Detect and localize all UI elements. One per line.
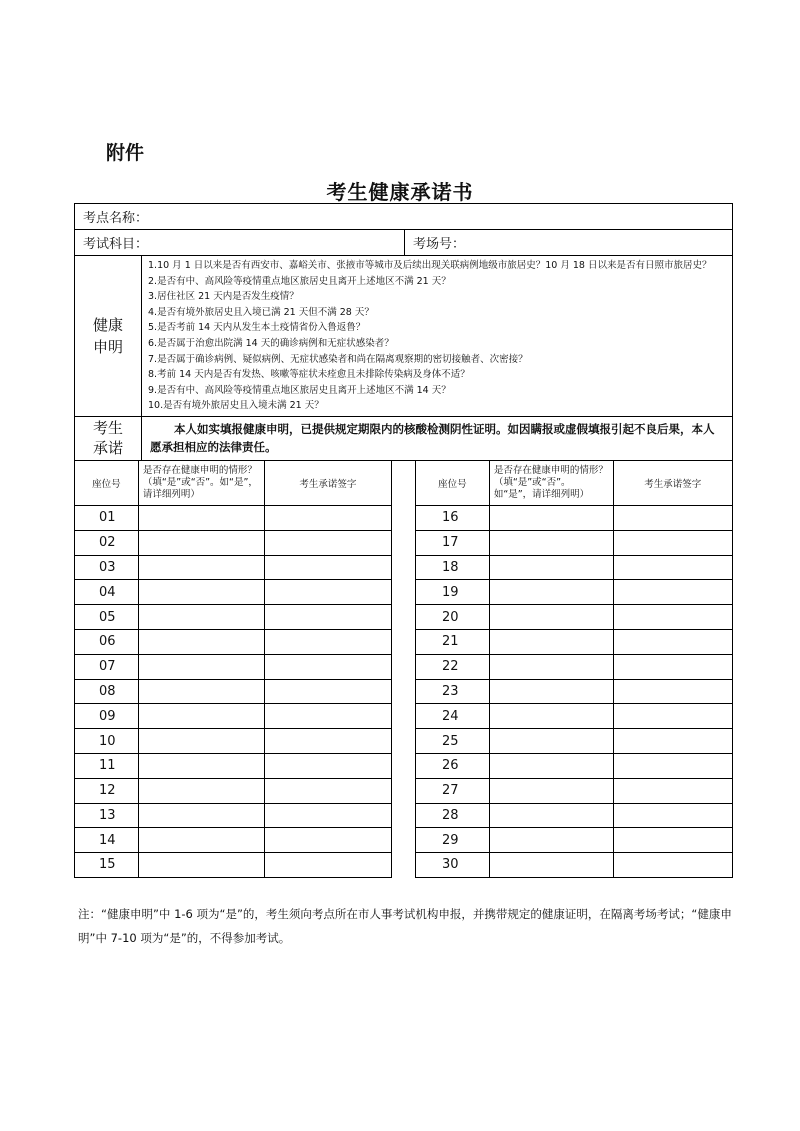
table-row (416, 679, 733, 704)
table-row (75, 803, 392, 828)
col-sign-header: 考生承诺签字 (613, 460, 732, 505)
seat-number: 13 (75, 803, 139, 828)
table-row (416, 629, 733, 654)
seat-number: 12 (75, 778, 139, 803)
health-item: 1.10 月 1 日以来是否有西安市、嘉峪关市、张掖市等城市及后续出现关联病例地级市旅居史？10 月 18 日以来是否有日照市旅居史？ (148, 260, 712, 271)
footnote: 注：“健康申明”中 1-6 项为“是”的，考生须向考点所在市人事考试机构申报，并携带规定的健康证明，在隔离考场考试；“健康申明”中 7-10 项为“是”的，不得参加考试。 (78, 907, 732, 945)
status-cell[interactable] (138, 530, 264, 555)
exam-room-label: 考场号： (413, 237, 466, 252)
table-row (75, 580, 392, 605)
signature-cell[interactable] (264, 729, 391, 754)
seat-number: 08 (75, 679, 139, 704)
status-cell[interactable] (489, 555, 613, 580)
col-sign-header: 考生承诺签字 (264, 460, 391, 505)
col-status-header: 是否存在健康申明的情形？（填“是”或“否”。如“是”，请详细列明） (489, 460, 613, 505)
status-cell[interactable] (138, 803, 264, 828)
status-cell[interactable] (489, 679, 613, 704)
exam-site-field[interactable] (156, 204, 732, 229)
exam-subject-cell[interactable] (75, 230, 405, 255)
status-cell[interactable] (489, 778, 613, 803)
health-declaration (74, 256, 733, 417)
signature-cell[interactable] (264, 505, 391, 530)
signature-cell[interactable] (264, 654, 391, 679)
signature-table-right (415, 460, 733, 878)
seat-number: 15 (75, 853, 139, 878)
seat-number: 25 (416, 729, 490, 754)
candidate-promise (74, 417, 733, 461)
signature-cell[interactable] (613, 828, 732, 853)
seat-number: 30 (416, 853, 490, 878)
health-item: 4.是否有境外旅居史且入境已满 21 天但不满 28 天？ (148, 306, 374, 318)
seat-number: 09 (75, 704, 139, 729)
status-cell[interactable] (489, 753, 613, 778)
table-row (75, 753, 392, 778)
table-row (75, 729, 392, 754)
seat-number: 16 (416, 505, 490, 530)
seat-number: 24 (416, 704, 490, 729)
seat-number: 14 (75, 828, 139, 853)
seat-number: 23 (416, 679, 490, 704)
seat-number: 04 (75, 580, 139, 605)
table-row (416, 555, 733, 580)
status-cell[interactable] (138, 753, 264, 778)
status-cell[interactable] (489, 704, 613, 729)
table-row (416, 778, 733, 803)
col-seat-header: 座位号 (416, 460, 490, 505)
health-item: 6.是否属于治愈出院满 14 天的确诊病例和无症状感染者？ (148, 337, 394, 349)
signature-cell[interactable] (613, 580, 732, 605)
status-cell[interactable] (489, 729, 613, 754)
signature-cell[interactable] (264, 629, 391, 654)
table-row (416, 654, 733, 679)
table-row (416, 803, 733, 828)
seat-number: 17 (416, 530, 490, 555)
status-cell[interactable] (138, 629, 264, 654)
health-item: 7.是否属于确诊病例、疑似病例、无症状感染者和尚在隔离观察期的密切接触者、次密接？ (148, 353, 528, 365)
signature-cell[interactable] (264, 853, 391, 878)
attachment-label: 附件 (106, 142, 145, 164)
signature-cell[interactable] (613, 853, 732, 878)
status-cell[interactable] (138, 654, 264, 679)
health-item: 8.考前 14 天内是否有发热、咳嗽等症状未痊愈且未排除传染病及身体不适？ (148, 369, 470, 381)
exam-subject-label: 考试科目： (83, 237, 149, 252)
seat-number: 22 (416, 654, 490, 679)
table-row (75, 605, 392, 630)
table-row (75, 853, 392, 878)
signature-cell[interactable] (264, 530, 391, 555)
signature-cell[interactable] (264, 753, 391, 778)
status-cell[interactable] (138, 704, 264, 729)
signature-cell[interactable] (264, 679, 391, 704)
signature-cell[interactable] (264, 704, 391, 729)
status-cell[interactable] (138, 828, 264, 853)
status-cell[interactable] (138, 679, 264, 704)
status-cell[interactable] (489, 530, 613, 555)
table-row (75, 679, 392, 704)
signature-tables (74, 460, 733, 878)
signature-cell[interactable] (613, 629, 732, 654)
table-row (416, 605, 733, 630)
table-row (75, 530, 392, 555)
table-row (75, 505, 392, 530)
table-row (75, 704, 392, 729)
table-row (416, 853, 733, 878)
signature-cell[interactable] (613, 729, 732, 754)
table-row (416, 704, 733, 729)
seat-number: 21 (416, 629, 490, 654)
seat-number: 26 (416, 753, 490, 778)
signature-cell[interactable] (613, 605, 732, 630)
seat-number: 28 (416, 803, 490, 828)
signature-cell[interactable] (613, 555, 732, 580)
status-cell[interactable] (489, 605, 613, 630)
status-cell[interactable] (138, 729, 264, 754)
health-item: 9.是否有中、高风险等疫情重点地区旅居史且离开上述地区不满 14 天？ (148, 384, 451, 396)
seat-number: 02 (75, 530, 139, 555)
seat-number: 11 (75, 753, 139, 778)
seat-number: 27 (416, 778, 490, 803)
promise-label: 考生 承诺 (75, 417, 142, 460)
seat-number: 07 (75, 654, 139, 679)
signature-cell[interactable] (613, 803, 732, 828)
signature-cell[interactable] (613, 530, 732, 555)
seat-number: 05 (75, 605, 139, 630)
signature-cell[interactable] (613, 505, 732, 530)
seat-number: 19 (416, 580, 490, 605)
table-row (75, 555, 392, 580)
seat-number: 10 (75, 729, 139, 754)
col-seat-header: 座位号 (75, 460, 139, 505)
seat-number: 06 (75, 629, 139, 654)
exam-room-cell[interactable] (405, 230, 732, 255)
status-cell[interactable] (489, 828, 613, 853)
health-label: 健康 申明 (75, 256, 142, 416)
signature-cell[interactable] (264, 555, 391, 580)
status-cell[interactable] (489, 803, 613, 828)
seat-number: 01 (75, 505, 139, 530)
signature-cell[interactable] (264, 605, 391, 630)
signature-cell[interactable] (613, 778, 732, 803)
status-cell[interactable] (489, 853, 613, 878)
table-row (75, 629, 392, 654)
table-row (75, 778, 392, 803)
status-cell[interactable] (138, 580, 264, 605)
signature-cell[interactable] (613, 654, 732, 679)
signature-cell[interactable] (613, 679, 732, 704)
status-cell[interactable] (489, 580, 613, 605)
status-cell[interactable] (138, 505, 264, 530)
health-item: 2.是否有中、高风险等疫情重点地区旅居史且离开上述地区不满 21 天？ (148, 275, 451, 287)
status-cell[interactable] (138, 555, 264, 580)
table-row (75, 654, 392, 679)
table-row (416, 729, 733, 754)
status-cell[interactable] (138, 605, 264, 630)
exam-subject-row (74, 230, 733, 256)
table-row (75, 828, 392, 853)
status-cell[interactable] (138, 778, 264, 803)
status-cell[interactable] (489, 629, 613, 654)
health-item: 10.是否有境外旅居史且入境未满 21 天？ (148, 400, 324, 412)
seat-number: 03 (75, 555, 139, 580)
promise-text: 本人如实填报健康申明，已提供规定期限内的核酸检测阴性证明。如因瞒报或虚假填报引起不良后果，本人愿承担相应的法律责任。 (150, 421, 715, 454)
exam-site-label: 考点名称： (83, 211, 149, 226)
table-row (416, 580, 733, 605)
signature-table-left (74, 460, 392, 878)
health-item: 5.是否考前 14 天内从发生本土疫情省份入鲁返鲁？ (148, 322, 366, 334)
signature-cell[interactable] (613, 753, 732, 778)
health-items (142, 256, 732, 416)
col-status-header: 是否存在健康申明的情形？（填“是”或“否”。如“是”，请详细列明） (138, 460, 264, 505)
table-row (416, 753, 733, 778)
signature-cell[interactable] (264, 803, 391, 828)
status-cell[interactable] (489, 505, 613, 530)
seat-number: 29 (416, 828, 490, 853)
table-row (416, 828, 733, 853)
table-row (416, 530, 733, 555)
status-cell[interactable] (138, 853, 264, 878)
signature-cell[interactable] (613, 704, 732, 729)
commitment-form (74, 203, 733, 878)
health-item: 3.居住社区 21 天内是否发生疫情？ (148, 291, 299, 303)
status-cell[interactable] (489, 654, 613, 679)
signature-cell[interactable] (264, 580, 391, 605)
exam-site-row (74, 203, 733, 230)
signature-cell[interactable] (264, 778, 391, 803)
page-title: 考生健康承诺书 (326, 180, 474, 204)
seat-number: 18 (416, 555, 490, 580)
table-row (416, 505, 733, 530)
signature-cell[interactable] (264, 828, 391, 853)
seat-number: 20 (416, 605, 490, 630)
